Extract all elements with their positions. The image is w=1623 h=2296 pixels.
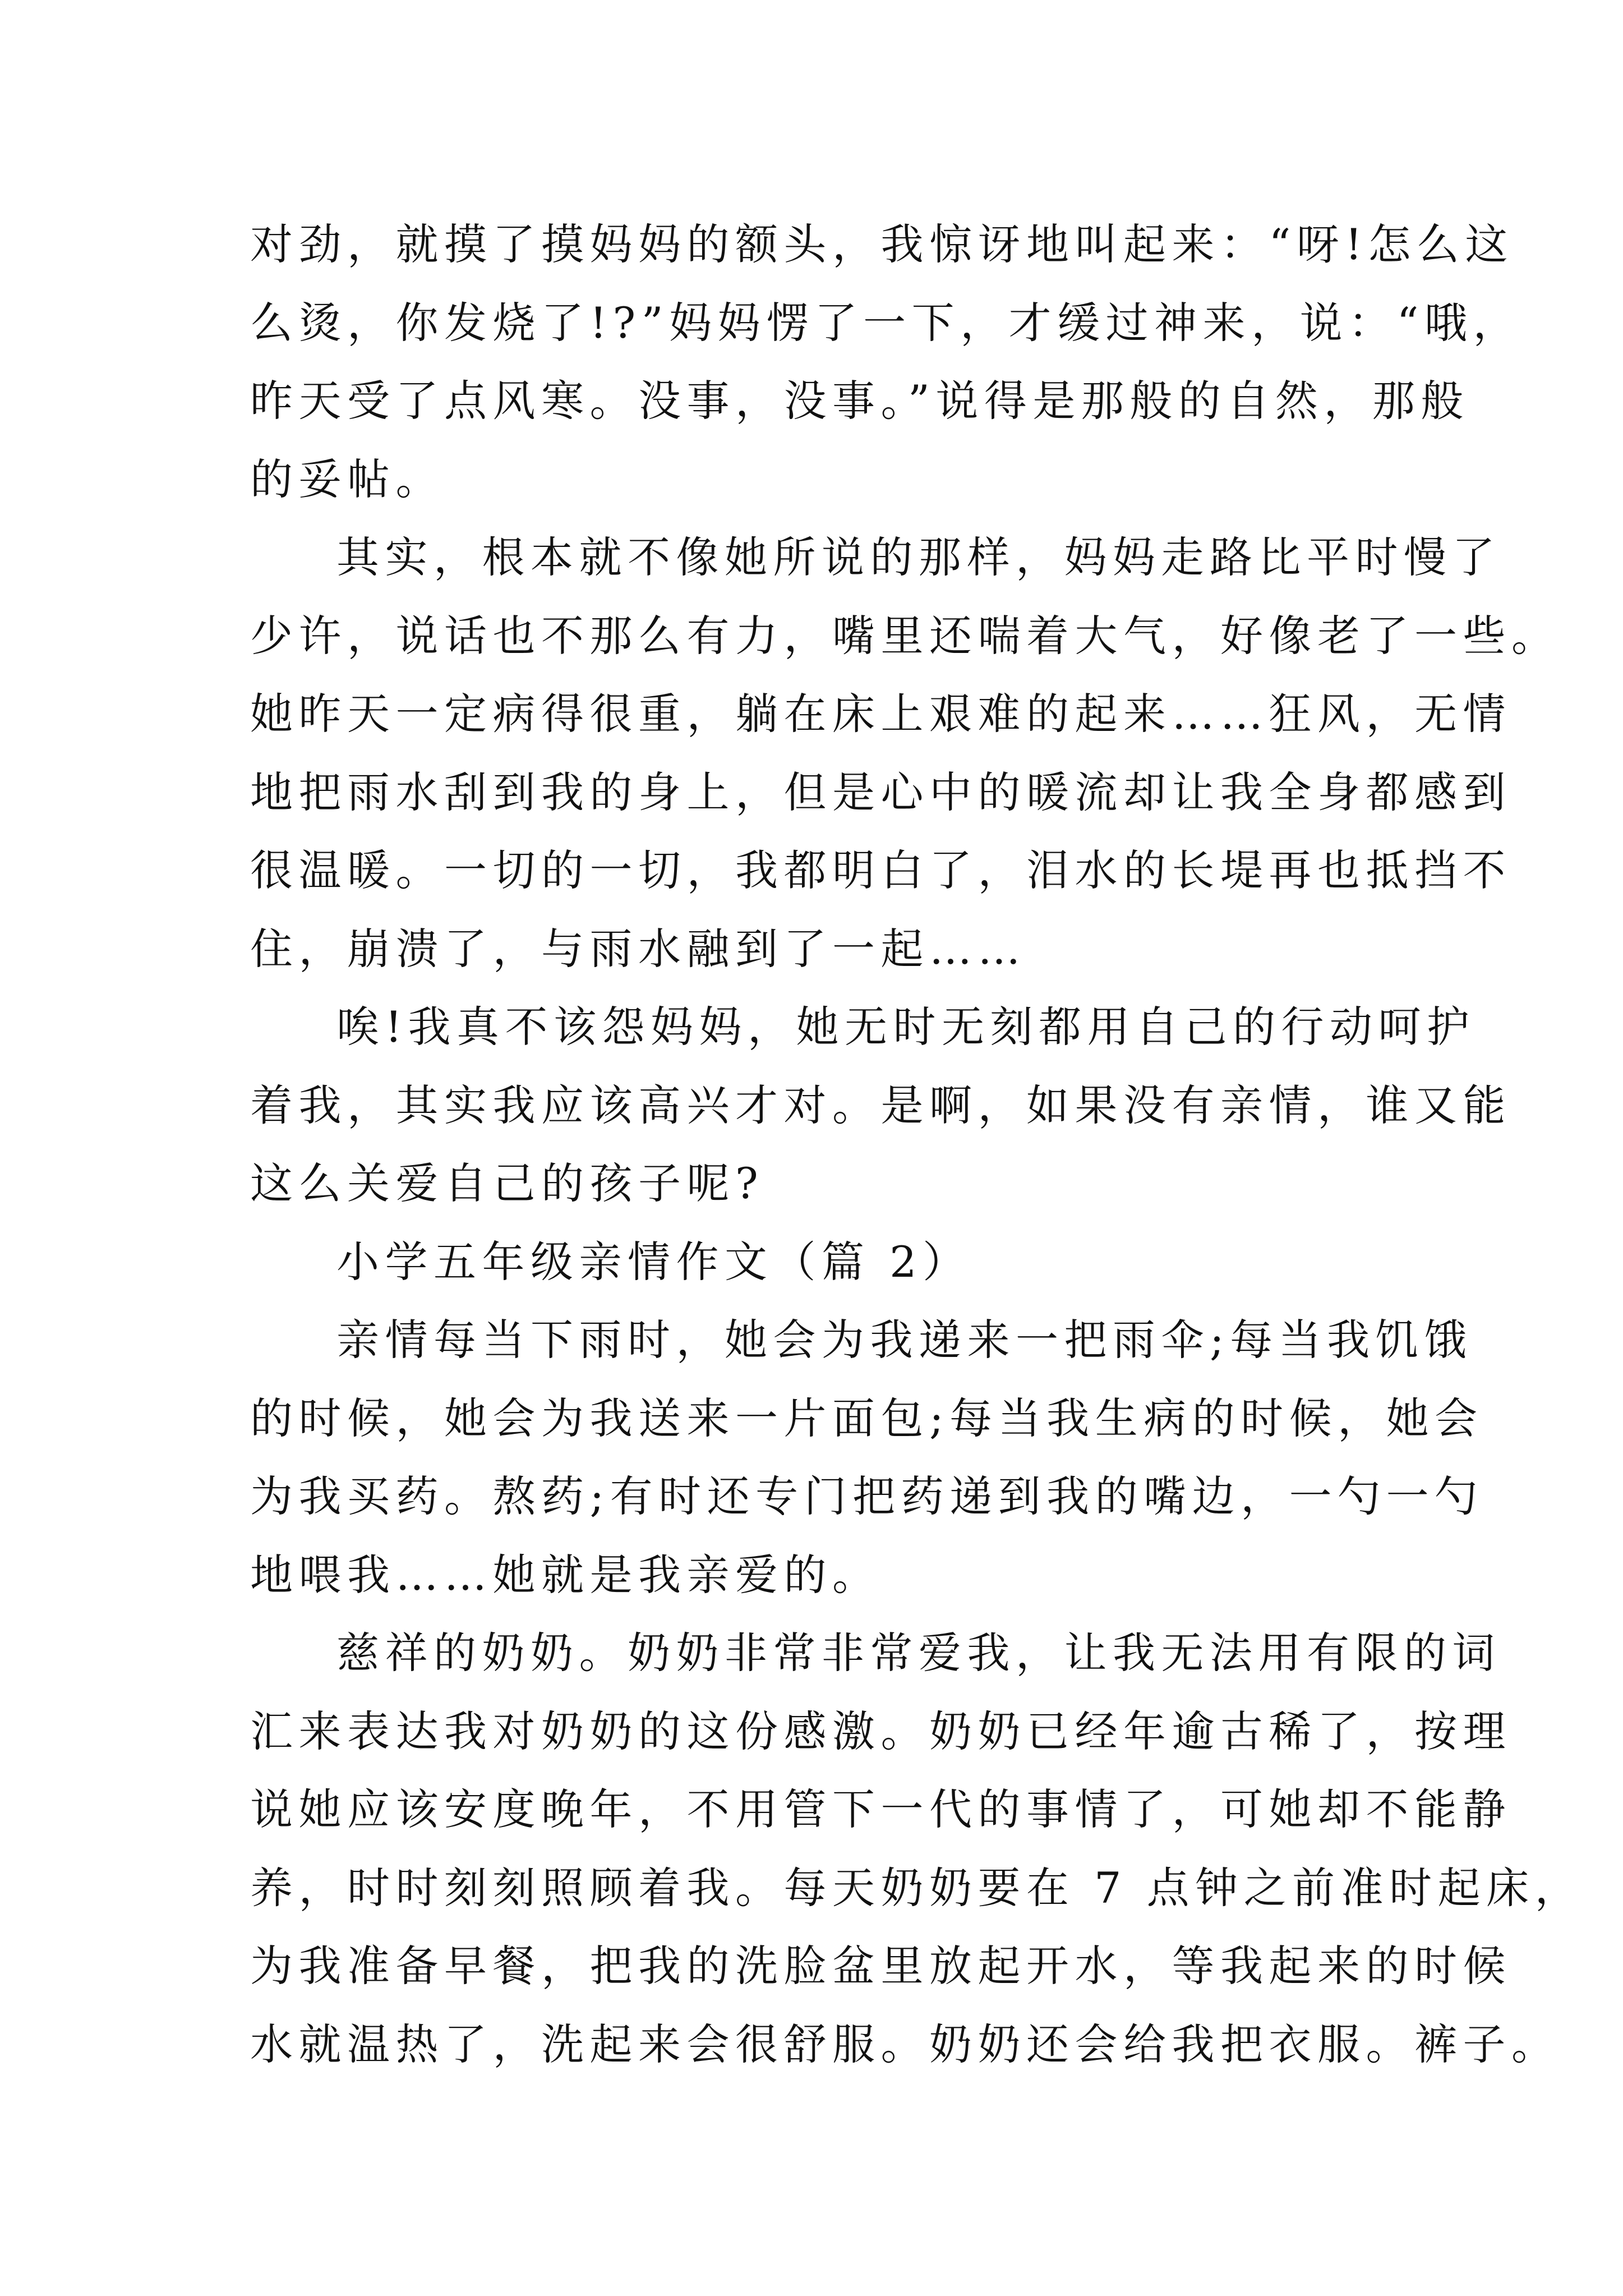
- text-line: 为我准备早餐，把我的洗脸盆里放起开水，等我起来的时候: [250, 1941, 1511, 1991]
- text-line: 为我买药。熬药;有时还专门把药递到我的嘴边，一勺一勺: [250, 1471, 1483, 1521]
- text-line: 汇来表达我对奶奶的这份感激。奶奶已经年逾古稀了，按理: [250, 1706, 1511, 1756]
- text-line: 很温暖。一切的一切，我都明白了，泪水的长堤再也抵挡不: [250, 845, 1511, 895]
- text-line: 地把雨水刮到我的身上，但是心中的暖流却让我全身都感到: [250, 767, 1511, 817]
- text-line: 这么关爱自己的孩子呢?: [250, 1158, 764, 1208]
- text-line: 么烫，你发烧了!?”妈妈愣了一下，才缓过神来，说：“哦，: [250, 298, 1521, 348]
- text-line: 的时候，她会为我送来一片面包;每当我生病的时候，她会: [250, 1393, 1483, 1443]
- text-line: 养，时时刻刻照顾着我。每天奶奶要在 7 点钟之前准时起床，: [250, 1863, 1584, 1913]
- text-line: 慈祥的奶奶。奶奶非常非常爱我，让我无法用有限的词: [336, 1628, 1501, 1678]
- text-line: 对劲，就摸了摸妈妈的额头，我惊讶地叫起来：“呀!怎么这: [250, 219, 1514, 269]
- text-line: 住，崩溃了，与雨水融到了一起……: [250, 924, 1026, 974]
- text-line: 少许，说话也不那么有力，嘴里还喘着大气，好像老了一些。: [250, 611, 1560, 661]
- text-line: 唉!我真不该怨妈妈，她无时无刻都用自己的行动呵护: [336, 1002, 1476, 1052]
- text-line: 的妥帖。: [250, 454, 444, 504]
- text-line: 水就温热了，洗起来会很舒服。奶奶还会给我把衣服。裤子。: [250, 2019, 1560, 2069]
- text-line: 昨天受了点风寒。没事，没事。”说得是那般的自然，那般: [250, 376, 1469, 426]
- text-line: 地喂我……她就是我亲爱的。: [250, 1550, 881, 1600]
- text-line: 亲情每当下雨时，她会为我递来一把雨伞;每当我饥饿: [336, 1315, 1473, 1365]
- text-line: 说她应该安度晚年，不用管下一代的事情了，可她却不能静: [250, 1784, 1511, 1834]
- text-line: 她昨天一定病得很重，躺在床上艰难的起来……狂风，无情: [250, 689, 1511, 739]
- text-line: 其实，根本就不像她所说的那样，妈妈走路比平时慢了: [336, 532, 1501, 582]
- text-line: 小学五年级亲情作文（篇 2）: [336, 1237, 971, 1287]
- text-line: 着我，其实我应该高兴才对。是啊，如果没有亲情，谁又能: [250, 1080, 1511, 1130]
